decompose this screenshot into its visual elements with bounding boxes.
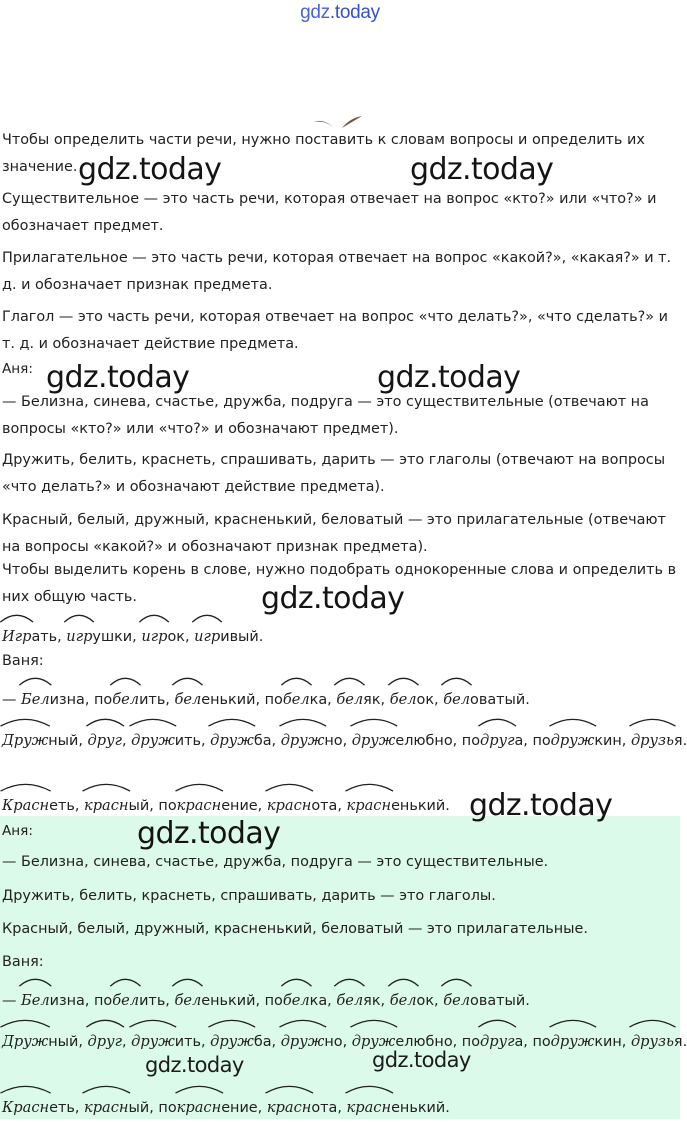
root-word [443, 993, 525, 1009]
root-word [347, 798, 446, 814]
root-word [174, 692, 255, 708]
word-separator: , [165, 993, 175, 1009]
root-word [352, 733, 453, 749]
word-ending: ок [167, 629, 185, 645]
word-separator: . [445, 1100, 450, 1116]
word-ending: енький [201, 692, 256, 708]
word-separator: , [271, 733, 281, 749]
root-word [158, 798, 257, 814]
word-root: Бел [21, 987, 50, 1014]
root-arc-icon [129, 718, 177, 727]
word-separator: , [337, 798, 347, 814]
word-root: бел [443, 686, 470, 713]
word-separator: , [255, 692, 265, 708]
word-separator: , [255, 993, 265, 1009]
word-ending: ый [128, 1100, 150, 1116]
word-root: бел [112, 686, 139, 713]
word-root: бел [283, 987, 310, 1014]
word-separator: . [445, 798, 450, 814]
root-word [21, 993, 85, 1009]
word-separator: , [342, 1034, 352, 1050]
word-ending: кин [594, 1034, 622, 1050]
word-root: бел [174, 686, 201, 713]
word-ending: енький [391, 1100, 446, 1116]
word-ending: як [363, 993, 381, 1009]
root-word [194, 629, 259, 645]
root-arc-icon [139, 614, 169, 623]
root-arc-icon [19, 677, 52, 686]
paragraph-root-rule: Чтобы выделить корень в слове, нужно подобрать однокоренные слова и определить в них общую часть. [2, 562, 677, 605]
root-word [84, 1100, 149, 1116]
word-ending: ивый [220, 629, 259, 645]
word-separator: , [380, 692, 390, 708]
word-ending: ота [311, 798, 338, 814]
word-root: красн [177, 792, 222, 819]
root-row-bel-2 [2, 987, 678, 1015]
word-separator: , [149, 1100, 159, 1116]
word-ending: а [514, 733, 524, 749]
word-separator: , [452, 733, 462, 749]
root-word [210, 1034, 271, 1050]
word-separator: , [337, 1100, 347, 1116]
watermark: gdz.today [372, 1048, 471, 1072]
word-separator: , [201, 733, 211, 749]
root-arc-icon [281, 677, 312, 686]
word-ending: ка [309, 993, 328, 1009]
word-ending: ок [416, 993, 435, 1009]
word-root: красн [177, 1094, 222, 1121]
word-root: Бел [21, 686, 50, 713]
word-root: бел [283, 686, 310, 713]
root-arc-icon [82, 1085, 131, 1094]
word-ending: ить [174, 733, 202, 749]
word-root: друзь [631, 727, 674, 754]
watermark: gdz.today [46, 360, 190, 395]
row-lead: — [2, 692, 21, 708]
word-root: красн [347, 1094, 392, 1121]
word-ending: оватый [470, 692, 526, 708]
word-ending: елюбно [395, 733, 453, 749]
word-separator: , [452, 1034, 462, 1050]
word-root: бел [174, 987, 201, 1014]
word-separator: , [257, 1100, 267, 1116]
root-arc-icon [345, 1085, 394, 1094]
root-arc-icon [350, 1019, 398, 1028]
root-word [336, 993, 380, 1009]
speaker-vanya-2: Ваня: [2, 954, 44, 970]
word-root: друж [352, 1028, 396, 1055]
word-separator: , [57, 629, 67, 645]
watermark: gdz.today [145, 1053, 244, 1077]
paragraph-anya-verbs-short: Дружить, белить, краснеть, спрашивать, дарить — это глаголы. [2, 888, 496, 904]
paragraph-intro: Чтобы определить части речи, нужно поставить к словам вопросы и определить их значение. [2, 132, 645, 175]
word-separator: , [184, 629, 195, 645]
word-separator: . [682, 733, 687, 749]
root-word [281, 1034, 343, 1050]
word-root: друж [131, 727, 175, 754]
root-word [131, 1034, 201, 1050]
paragraph-anya-adjectives-short: Красный, белый, дружный, красненький, беловатый — это прилагательные. [2, 921, 588, 937]
root-arc-icon [549, 718, 597, 727]
word-separator: , [201, 1034, 211, 1050]
word-ending: кин [594, 733, 622, 749]
word-separator: , [149, 798, 159, 814]
root-arc-icon [345, 783, 394, 792]
word-separator: , [121, 733, 132, 749]
word-ending: ить [139, 993, 166, 1009]
root-word [210, 733, 271, 749]
word-root: друж [281, 1028, 325, 1055]
word-root: игр [141, 623, 167, 650]
word-prefix: по [158, 1100, 177, 1116]
root-arc-icon [172, 677, 203, 686]
speaker-anya-2: Аня: [2, 823, 33, 839]
word-separator: , [121, 1034, 132, 1050]
root-arc-icon [0, 1019, 50, 1028]
root-arc-icon [265, 783, 314, 792]
root-word [94, 993, 165, 1009]
word-ending: я [673, 733, 683, 749]
word-separator: , [84, 692, 95, 708]
row-lead: — [2, 993, 21, 1009]
logo-right: .today [329, 2, 380, 23]
word-root: друж [210, 1028, 254, 1055]
word-root: друг [88, 727, 122, 754]
word-ending: ить [174, 1034, 202, 1050]
word-root: бел [336, 686, 363, 713]
word-root: Друж [2, 1028, 48, 1055]
word-root: друж [281, 727, 325, 754]
root-word [174, 993, 255, 1009]
root-word [347, 1100, 446, 1116]
word-ending: изна [49, 993, 85, 1009]
root-arc-icon [549, 1019, 597, 1028]
root-word [631, 733, 683, 749]
word-separator: , [380, 993, 390, 1009]
root-word [631, 1034, 683, 1050]
root-word [265, 692, 328, 708]
root-word [2, 798, 75, 814]
root-arc-icon [441, 978, 472, 987]
word-root: друг [88, 1028, 122, 1055]
word-ending: но [324, 733, 343, 749]
word-root: Игр [2, 623, 31, 650]
word-ending: а [514, 1034, 524, 1050]
word-separator: , [621, 733, 631, 749]
word-root: игр [194, 623, 220, 650]
root-row-bel [2, 686, 678, 714]
root-row-druzh-2 [2, 1028, 687, 1056]
word-separator: , [327, 993, 337, 1009]
word-separator: . [525, 993, 530, 1009]
word-separator: , [257, 798, 267, 814]
word-separator: . [682, 1034, 687, 1050]
root-word [462, 1034, 523, 1050]
root-word [281, 733, 343, 749]
word-separator: , [74, 1100, 84, 1116]
root-word [532, 1034, 621, 1050]
word-separator: , [84, 993, 95, 1009]
root-arc-icon [629, 1019, 676, 1028]
root-arc-icon [82, 783, 131, 792]
root-word [88, 1034, 122, 1050]
root-word [84, 798, 149, 814]
word-separator: , [132, 629, 142, 645]
word-ending: ок [416, 692, 435, 708]
root-word [390, 993, 434, 1009]
root-arc-icon [279, 1019, 327, 1028]
root-word [267, 1100, 338, 1116]
word-separator: , [74, 798, 84, 814]
word-ending: елюбно [395, 1034, 453, 1050]
word-prefix: по [532, 733, 551, 749]
word-separator: , [271, 1034, 281, 1050]
word-separator: , [621, 1034, 631, 1050]
watermark: gdz.today [261, 581, 405, 616]
root-arc-icon [19, 978, 52, 987]
word-prefix: по [461, 1034, 481, 1050]
root-arc-icon [192, 614, 222, 623]
word-separator: , [434, 692, 444, 708]
watermark: gdz.today [137, 816, 281, 851]
root-arc-icon [279, 718, 327, 727]
word-prefix: по [158, 798, 177, 814]
root-word [336, 692, 380, 708]
root-arc-icon [129, 1019, 177, 1028]
root-arc-icon [388, 978, 419, 987]
root-arc-icon [478, 1019, 516, 1028]
word-root: красн [267, 792, 312, 819]
root-word [141, 629, 185, 645]
word-ending: ушки [92, 629, 133, 645]
word-ending: ать [31, 629, 58, 645]
word-ending: ение [221, 798, 258, 814]
word-ending: еть [49, 1100, 75, 1116]
root-arc-icon [478, 718, 516, 727]
paragraph-adjective-definition: Прилагательное — это часть речи, которая отвечает на вопрос «какой?», «какая?» и т. д. и обозначает признак предмета. [2, 250, 672, 293]
paragraph-anya-adjectives: Красный, белый, дружный, красненький, беловатый — это прилагательные (отвечают на вопросы «какой?» и обозначают признак предмета). [2, 512, 666, 555]
root-arc-icon [208, 1019, 256, 1028]
word-root: Красн [2, 1094, 49, 1121]
watermark: gdz.today [377, 360, 521, 395]
root-arc-icon [0, 718, 50, 727]
root-arc-icon [110, 677, 141, 686]
root-arc-icon [64, 614, 94, 623]
root-word [390, 692, 434, 708]
logo-left: gdz [300, 2, 330, 23]
root-row-krasn-2 [2, 1094, 678, 1122]
word-root: игр [66, 623, 92, 650]
word-root: бел [390, 686, 417, 713]
speaker-vanya: Ваня: [2, 653, 44, 669]
root-arc-icon [334, 677, 365, 686]
word-separator: , [434, 993, 444, 1009]
word-root: бел [390, 987, 417, 1014]
root-word [2, 733, 78, 749]
watermark: gdz.today [469, 788, 613, 823]
word-separator: . [258, 629, 264, 645]
root-arc-icon [281, 978, 312, 987]
root-row-druzh [2, 727, 687, 755]
root-arc-icon [86, 718, 124, 727]
word-prefix: по [264, 692, 283, 708]
root-arc-icon [334, 978, 365, 987]
word-root: друж [551, 727, 595, 754]
word-root: красн [347, 792, 392, 819]
word-ending: ный [48, 1034, 79, 1050]
word-root: друж [352, 727, 396, 754]
watermark: gdz.today [410, 152, 554, 187]
word-separator: , [78, 733, 88, 749]
word-separator: , [78, 1034, 88, 1050]
root-word [267, 798, 338, 814]
root-word [94, 692, 165, 708]
word-root: друг [480, 727, 514, 754]
word-ending: оватый [470, 993, 526, 1009]
word-ending: я [673, 1034, 683, 1050]
word-root: друж [131, 1028, 175, 1055]
root-word [88, 733, 122, 749]
word-ending: ота [311, 1100, 338, 1116]
root-arc-icon [441, 677, 472, 686]
word-ending: но [324, 1034, 343, 1050]
root-arc-icon [350, 718, 398, 727]
word-root: красн [84, 792, 129, 819]
word-separator: , [523, 733, 533, 749]
root-arc-icon [388, 677, 419, 686]
word-prefix: по [94, 692, 113, 708]
word-ending: еть [49, 798, 75, 814]
word-root: друг [480, 1028, 514, 1055]
word-separator: , [327, 692, 337, 708]
root-arc-icon [265, 1085, 314, 1094]
word-ending: ба [253, 1034, 272, 1050]
word-ending: изна [49, 692, 85, 708]
word-root: бел [443, 987, 470, 1014]
word-ending: ение [221, 1100, 258, 1116]
word-separator: , [165, 692, 175, 708]
root-word [21, 692, 85, 708]
word-ending: ка [309, 692, 328, 708]
word-root: Красн [2, 792, 49, 819]
root-word [462, 733, 523, 749]
word-ending: ный [48, 733, 79, 749]
word-root: бел [336, 987, 363, 1014]
root-word [66, 629, 132, 645]
root-arc-icon [208, 718, 256, 727]
word-prefix: по [94, 993, 113, 1009]
word-root: друзь [631, 1028, 674, 1055]
word-prefix: по [461, 733, 481, 749]
root-row-igr [2, 623, 678, 651]
paragraph-anya-nouns: — Белизна, синева, счастье, дружба, подруга — это существительные (отвечают на вопросы «кто?» или «что?» и обозначают предмет). [2, 394, 649, 437]
root-arc-icon [175, 1085, 224, 1094]
word-separator: . [525, 692, 530, 708]
root-arc-icon [110, 978, 141, 987]
root-word [2, 629, 57, 645]
root-word [532, 733, 621, 749]
word-root: бел [112, 987, 139, 1014]
word-separator: , [342, 733, 352, 749]
word-root: красн [84, 1094, 129, 1121]
word-ending: енький [391, 798, 446, 814]
root-word [2, 1034, 78, 1050]
word-prefix: по [532, 1034, 551, 1050]
root-word [443, 692, 525, 708]
word-ending: як [363, 692, 381, 708]
word-ending: ба [253, 733, 272, 749]
root-arc-icon [0, 783, 51, 792]
word-separator: , [523, 1034, 533, 1050]
site-logo[interactable] [0, 0, 680, 26]
paragraph-noun-definition: Существительное — это часть речи, которая отвечает на вопрос «кто?» или «что?» и обозначает предмет. [2, 191, 657, 234]
paragraph-anya-verbs: Дружить, белить, краснеть, спрашивать, дарить — это глаголы (отвечают на вопросы «что делать?» и обозначают действие предмета). [2, 452, 666, 495]
watermark: gdz.today [78, 152, 222, 187]
word-root: друж [551, 1028, 595, 1055]
paragraph-anya-nouns-short: — Белизна, синева, счастье, дружба, подруга — это существительные. [2, 854, 549, 870]
speaker-anya: Аня: [2, 361, 33, 377]
root-arc-icon [0, 614, 33, 623]
root-arc-icon [86, 1019, 124, 1028]
root-word [265, 993, 328, 1009]
root-arc-icon [172, 978, 203, 987]
word-root: друж [210, 727, 254, 754]
root-arc-icon [629, 718, 676, 727]
paragraph-verb-definition: Глагол — это часть речи, которая отвечает на вопрос «что делать?», «что сделать?» и т. д. и обозначает действие предмета. [2, 309, 669, 352]
root-word [158, 1100, 257, 1116]
root-arc-icon [0, 1085, 51, 1094]
root-word [2, 1100, 75, 1116]
word-ending: ить [139, 692, 166, 708]
word-root: красн [267, 1094, 312, 1121]
word-root: Друж [2, 727, 48, 754]
root-arc-icon [175, 783, 224, 792]
word-prefix: по [264, 993, 283, 1009]
word-ending: енький [201, 993, 256, 1009]
root-word [131, 733, 201, 749]
word-ending: ый [128, 798, 150, 814]
